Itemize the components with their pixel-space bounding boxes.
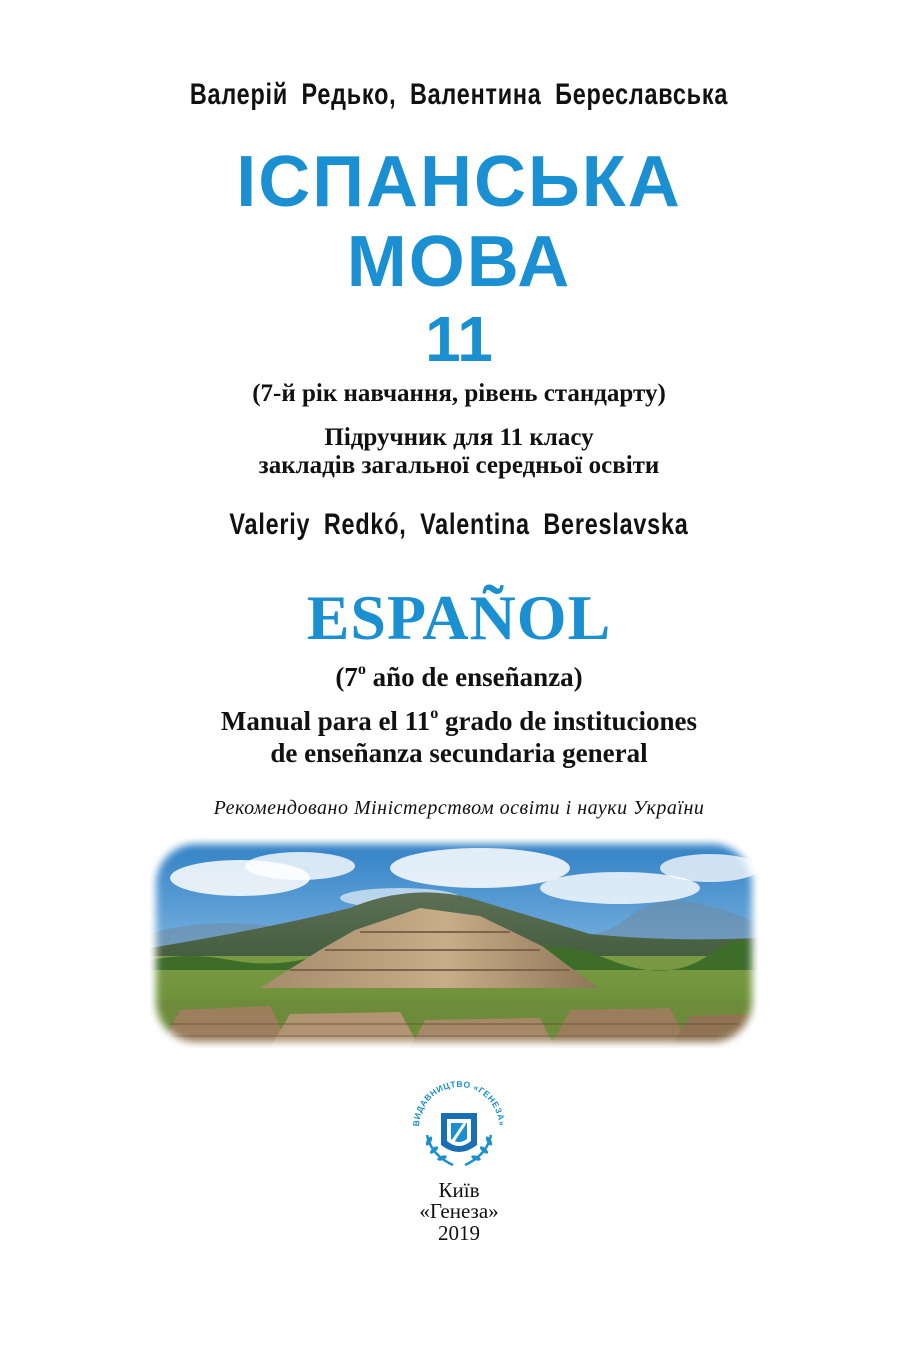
ministry-recommendation: Рекомендовано Міністерством освіти і науки України (213, 797, 705, 819)
grade-number: 11 (425, 303, 493, 375)
pyramid-landscape-photo (150, 838, 758, 1048)
manual-description-line-1: Manual para el 11$^o$ grado de instituciones (220, 703, 698, 736)
imprint-year: 2019 (438, 1221, 480, 1245)
title-spanish: ESPAÑOL (306, 582, 612, 653)
title-line-2: МОВА (346, 222, 572, 302)
manual-description-line-2: de enseñanza secundaria general (270, 738, 648, 768)
svg-text:ВИДАВНИЦТВО «ГЕНЕЗА»: ВИДАВНИЦТВО «ГЕНЕЗА» (410, 1078, 508, 1127)
subtitle-ukrainian: (7-й рік навчання, рівень стандарту) (252, 380, 666, 407)
subtitle-spanish: (7$^o$ año de enseñanza) (335, 659, 583, 692)
authors-ukrainian: Валерій Редько, Валентина Береславська (189, 78, 729, 111)
genesa-publisher-emblem-icon (405, 1075, 513, 1175)
title-line-1: ІСПАНСЬКА (236, 142, 682, 222)
textbook-description-line-1: Підручник для 11 класу (324, 424, 594, 451)
textbook-description-line-2: закладів загальної середньої освіти (258, 452, 660, 479)
imprint-publisher: «Генеза» (419, 1199, 499, 1223)
imprint-city: Київ (438, 1178, 480, 1202)
authors-spanish: Valeriy Redkó, Valentina Bereslavska (229, 508, 689, 541)
